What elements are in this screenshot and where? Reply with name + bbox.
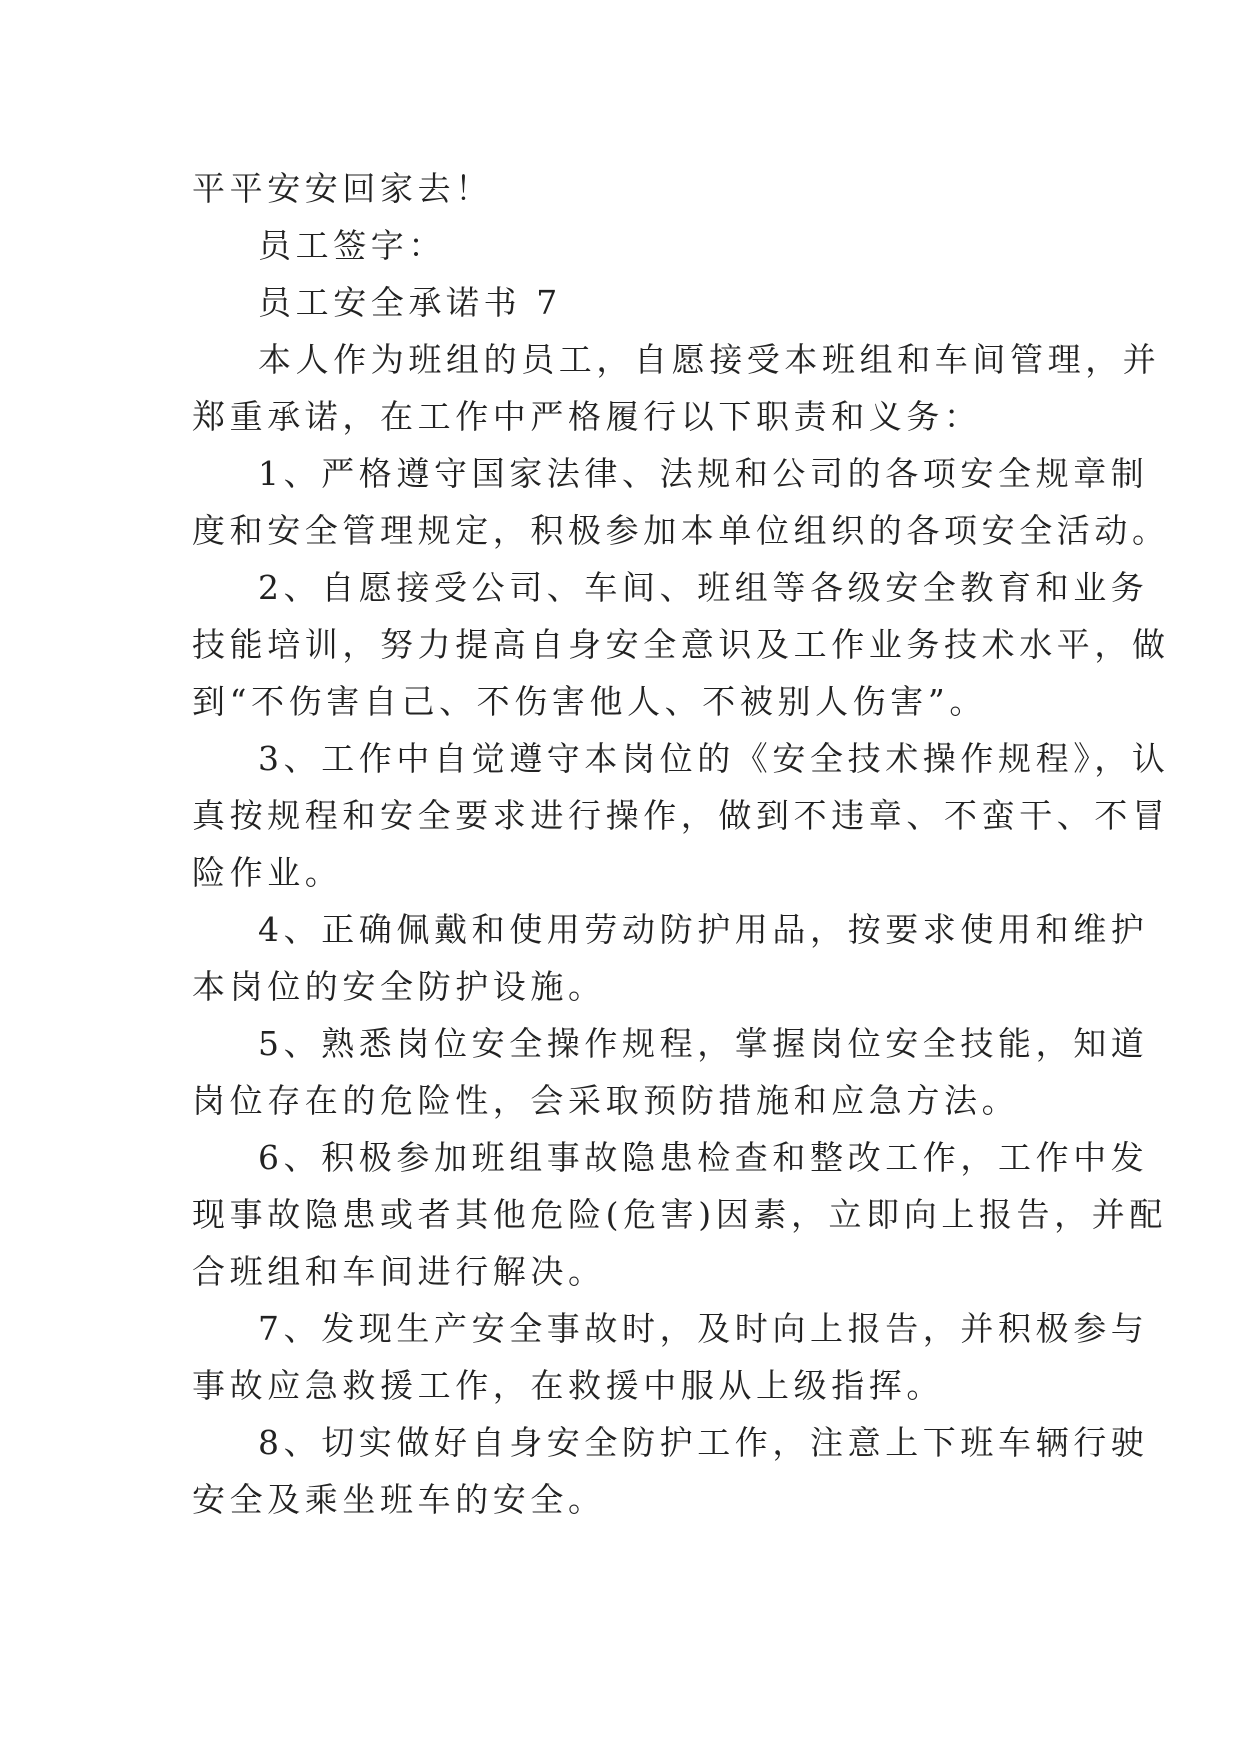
document-line: 7、发现生产安全事故时，及时向上报告，并积极参与 (258, 1309, 1149, 1348)
document-line: 安全及乘坐班车的安全。 (192, 1480, 606, 1519)
document-line: 到“不伤害自己、不伤害他人、不被别人伤害”。 (192, 682, 987, 721)
document-line: 技能培训，努力提高自身安全意识及工作业务技术水平，做 (192, 625, 1170, 664)
document-line: 险作业。 (192, 853, 343, 892)
document-line: 真按规程和安全要求进行操作，做到不违章、不蛮干、不冒 (192, 796, 1170, 835)
document-line: 1、严格遵守国家法律、法规和公司的各项安全规章制 (258, 454, 1149, 493)
document-line: 现事故隐患或者其他危险(危害)因素，立即向上报告，并配 (192, 1195, 1167, 1234)
document-line: 4、正确佩戴和使用劳动防护用品，按要求使用和维护 (258, 910, 1149, 949)
document-line: 3、工作中自觉遵守本岗位的《安全技术操作规程》，认 (258, 739, 1170, 778)
document-line: 事故应急救援工作，在救援中服从上级指挥。 (192, 1366, 944, 1405)
document-body (192, 160, 1170, 1528)
document-line: 员工安全承诺书 7 (258, 283, 562, 322)
document-line: 6、积极参加班组事故隐患检查和整改工作，工作中发 (258, 1138, 1149, 1177)
document-line: 2、自愿接受公司、车间、班组等各级安全教育和业务 (258, 568, 1149, 607)
document-line: 平平安安回家去！ (192, 169, 493, 208)
document-line: 合班组和车间进行解决。 (192, 1252, 606, 1291)
document-line: 郑重承诺，在工作中严格履行以下职责和义务： (192, 397, 982, 436)
document-line: 岗位存在的危险性，会采取预防措施和应急方法。 (192, 1081, 1020, 1120)
document-line: 员工签字： (258, 226, 446, 265)
document-line: 度和安全管理规定，积极参加本单位组织的各项安全活动。 (192, 511, 1170, 550)
document-line: 8、切实做好自身安全防护工作，注意上下班车辆行驶 (258, 1423, 1149, 1462)
document-line: 本岗位的安全防护设施。 (192, 967, 606, 1006)
document-line: 本人作为班组的员工，自愿接受本班组和车间管理，并 (258, 340, 1161, 379)
document-line: 5、熟悉岗位安全操作规程，掌握岗位安全技能，知道 (258, 1024, 1149, 1063)
